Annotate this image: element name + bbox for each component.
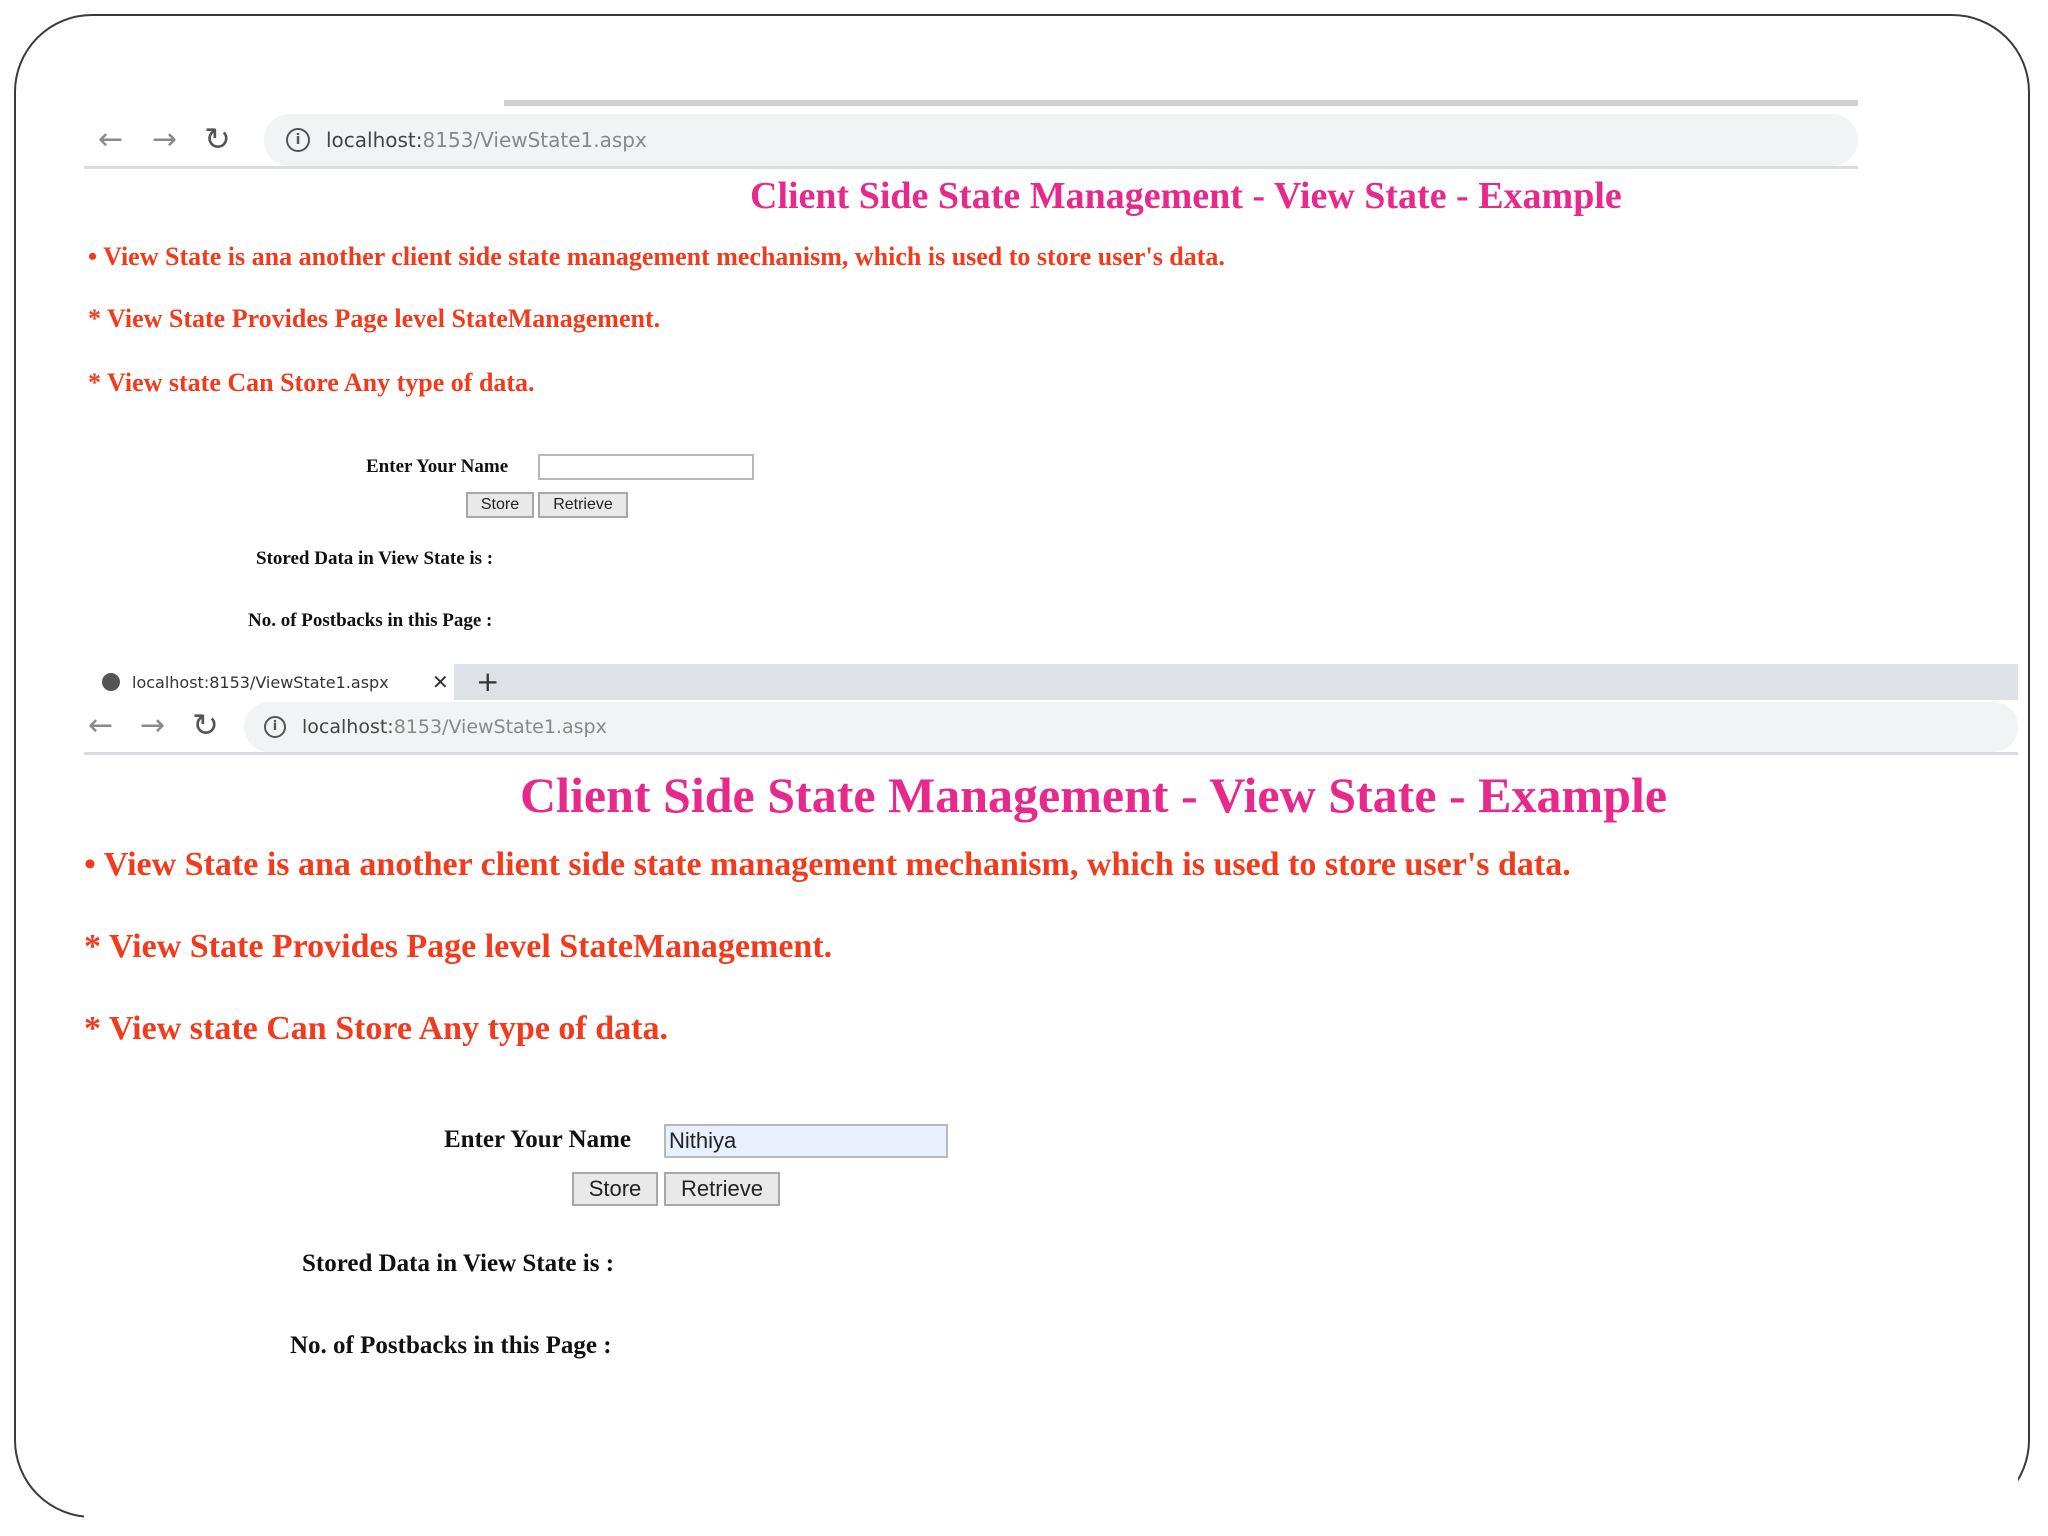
- page-title: Client Side State Management - View State - Example: [520, 767, 1668, 823]
- address-divider: [84, 166, 1858, 169]
- store-button[interactable]: Store: [572, 1172, 658, 1206]
- address-bar: [84, 114, 1858, 166]
- bullet-1: • View State is ana another client side state management mechanism, which is used to store user's data.: [88, 242, 1225, 271]
- bullet-2: * View State Provides Page level StateManagement.: [88, 304, 661, 333]
- bullet-1: • View State is ana another client side state management mechanism, which is used to store user's data.: [84, 846, 1571, 883]
- url-text: [326, 128, 647, 152]
- retrieve-button[interactable]: Retrieve: [538, 492, 628, 518]
- url-path: 8153/ViewState1.aspx: [422, 128, 647, 152]
- stored-data-label: Stored Data in View State is :: [302, 1250, 615, 1277]
- bullet-3: * View state Can Store Any type of data.: [84, 1010, 668, 1047]
- address-divider: [84, 752, 2018, 755]
- name-field[interactable]: [538, 454, 754, 480]
- bullet-2: * View State Provides Page level StateManagement.: [84, 928, 833, 965]
- arrow-left-icon[interactable]: ←: [88, 708, 114, 743]
- reload-icon[interactable]: ↻: [204, 120, 231, 158]
- tab-title: localhost:8153/ViewState1.aspx: [132, 672, 389, 692]
- postbacks-label: No. of Postbacks in this Page :: [290, 1332, 612, 1359]
- browser-tab[interactable]: [84, 664, 454, 700]
- name-label: Enter Your Name: [444, 1126, 632, 1153]
- url-host: localhost:: [302, 716, 394, 738]
- url-text: [302, 716, 607, 738]
- address-bar: [84, 702, 2018, 752]
- url-box[interactable]: [244, 702, 2018, 752]
- store-button[interactable]: Store: [466, 492, 534, 518]
- url-host: localhost:: [326, 128, 423, 152]
- tab-strip: [84, 664, 2018, 700]
- page-title: Client Side State Management - View State - Example: [750, 175, 1622, 217]
- arrow-left-icon[interactable]: ←: [98, 122, 124, 157]
- name-label: Enter Your Name: [366, 456, 509, 477]
- tab-strip-edge: [504, 100, 1858, 106]
- globe-icon: [102, 673, 120, 691]
- url-box[interactable]: [264, 114, 1858, 166]
- close-icon[interactable]: ✕: [432, 670, 449, 694]
- new-tab-icon[interactable]: +: [476, 665, 500, 698]
- name-field[interactable]: [664, 1124, 948, 1158]
- info-icon[interactable]: i: [264, 716, 286, 738]
- browser-window-after: [84, 664, 2018, 1524]
- reload-icon[interactable]: ↻: [192, 706, 219, 744]
- info-icon[interactable]: i: [286, 128, 310, 152]
- arrow-right-icon[interactable]: →: [140, 708, 166, 743]
- stored-data-label: Stored Data in View State is :: [256, 548, 494, 569]
- retrieve-button[interactable]: Retrieve: [664, 1172, 780, 1206]
- postbacks-label: No. of Postbacks in this Page :: [248, 610, 493, 631]
- browser-window-before: [84, 100, 1858, 650]
- arrow-right-icon[interactable]: →: [152, 122, 178, 157]
- bullet-3: * View state Can Store Any type of data.: [88, 368, 535, 397]
- url-path: 8153/ViewState1.aspx: [393, 716, 607, 738]
